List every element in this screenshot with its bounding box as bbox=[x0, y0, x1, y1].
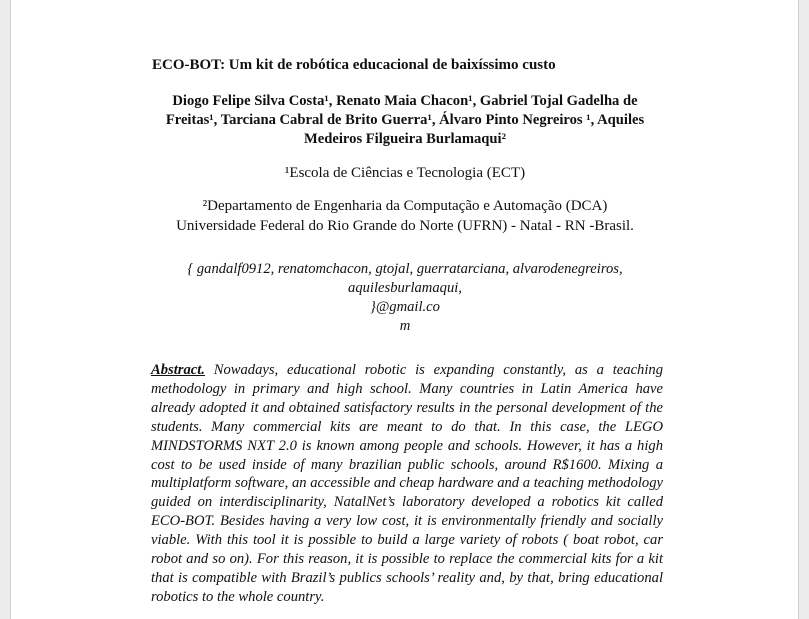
email-line: { gandalf0912, renatomchacon, gtojal, guerratarciana, alvarodenegreiros, bbox=[187, 261, 623, 277]
author-line: Medeiros Filgueira Burlamaqui² bbox=[304, 131, 506, 147]
abstract-label: Abstract. bbox=[151, 362, 205, 378]
author-line: Diogo Felipe Silva Costa¹, Renato Maia Chacon¹, Gabriel Tojal Gadelha de bbox=[172, 93, 638, 109]
affiliation-line: ²Departamento de Engenharia da Computação e Automação (DCA) bbox=[202, 198, 608, 214]
affiliation-line: Universidade Federal do Rio Grande do Norte (UFRN) - Natal - RN -Brasil. bbox=[176, 218, 634, 234]
affiliation-dca bbox=[140, 196, 670, 236]
author-list bbox=[140, 92, 670, 149]
page-left-margin bbox=[0, 0, 11, 619]
email-line: m bbox=[399, 318, 411, 334]
email-line: aquilesburlamaqui, bbox=[348, 280, 462, 296]
author-line: Freitas¹, Tarciana Cabral de Brito Guerra¹, Álvaro Pinto Negreiros ¹, Aquiles bbox=[165, 112, 645, 128]
paper-title: ECO-BOT: Um kit de robótica educacional de baixíssimo custo bbox=[152, 57, 556, 73]
abstract-text: Nowadays, educational robotic is expanding constantly, as a teaching methodology in primary and high school. Many countries in Latin America have already adopted it and obtained satisfactory results in the personal development of the students. Many commercial kits are meant to do that. In this case, the LEGO MINDSTORMS NXT 2.0 is known among people and schools. However, it has a high cost to be used inside of many brazilian public schools, around R$1600. Mixing a multiplatform software, an accessible and cheap hardware and a teaching methodology guided on interdisciplinarity, NatalNet’s laboratory developed a robotics kit called ECO-BOT. Besides having a very low cost, it is environmentally friendly and socially viable. With this tool it is possible to build a large variety of robots ( boat robot, car robot and so on). For this reason, it is possible to replace the commercial kits for a kit that is compatible with Brazil’s publics schools’ reality and, by that, bring educational robotics to the whole country. bbox=[151, 362, 663, 605]
email-line: }@gmail.co bbox=[370, 299, 440, 315]
abstract-paragraph bbox=[151, 361, 663, 607]
author-emails bbox=[160, 260, 650, 336]
scrollbar-track[interactable] bbox=[798, 0, 809, 619]
affiliation-ect: ¹Escola de Ciências e Tecnologia (ECT) bbox=[284, 165, 526, 181]
